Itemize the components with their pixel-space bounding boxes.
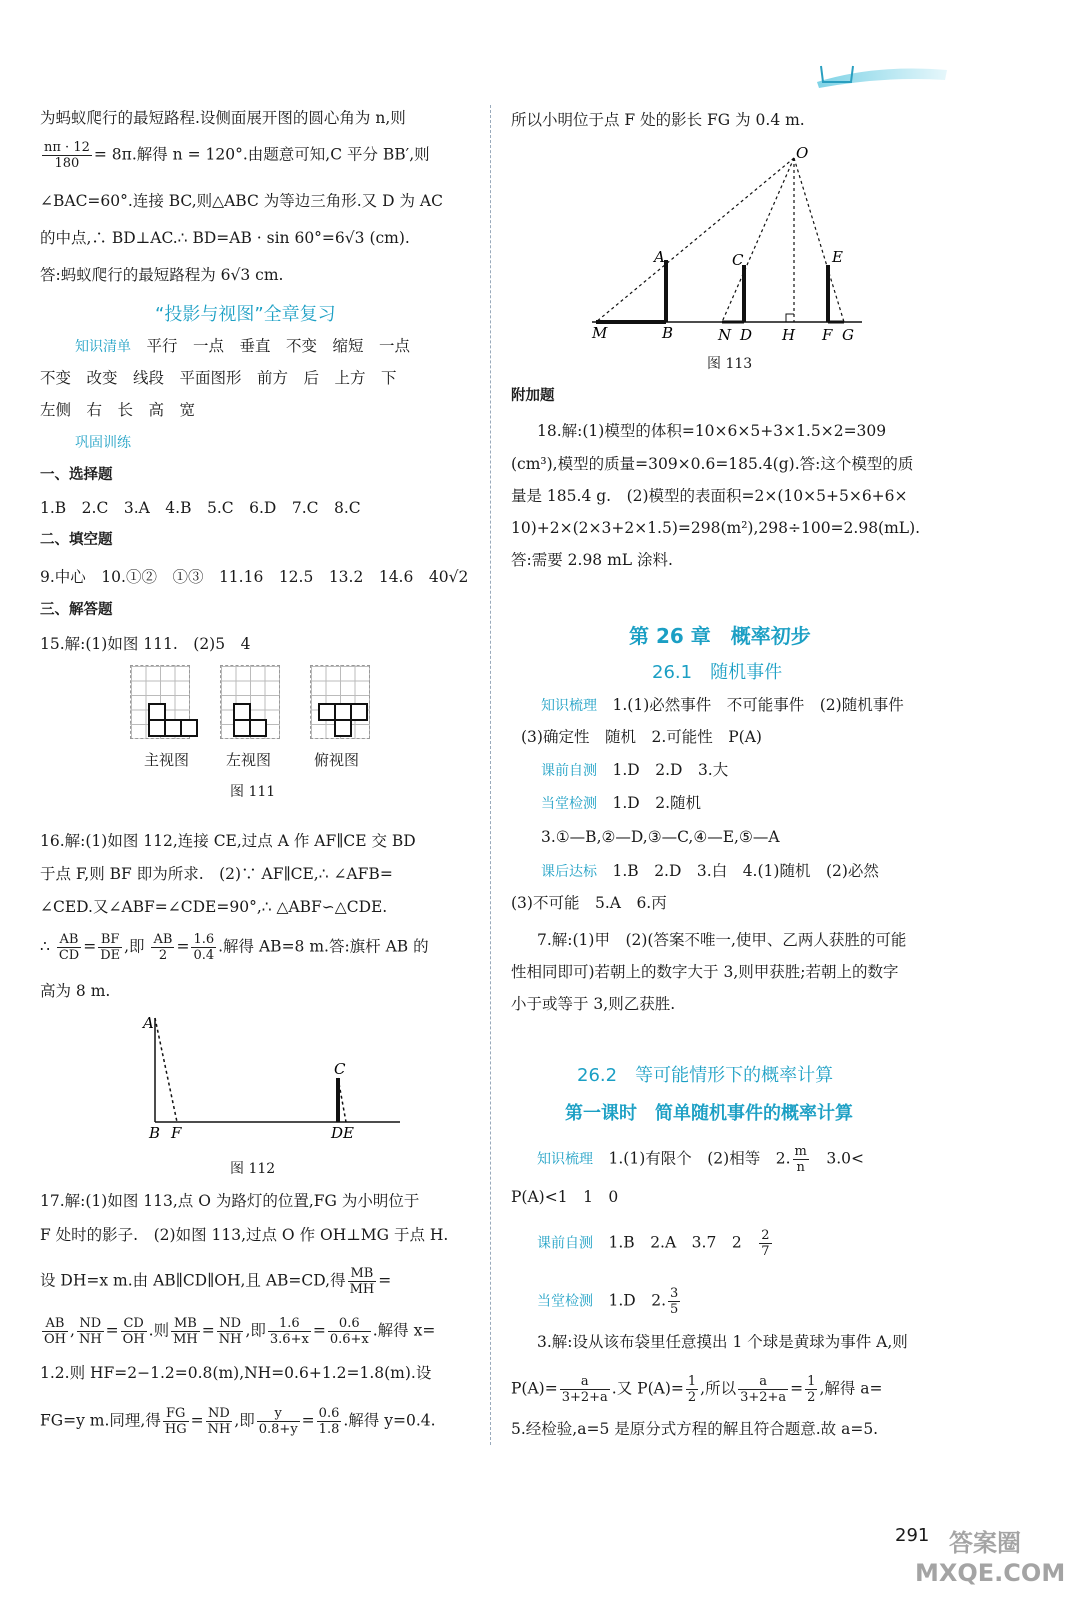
text-line: 小于或等于 3,则乙获胜. — [511, 995, 676, 1013]
view-square — [350, 703, 368, 721]
text-line: FG=y m.同理,得 $\frac{FG}{HG}$ = $\frac{ND}{NH}$ ,即 $\frac{y}{0.8+y}$ = $\frac{0.6}{1.8}$ .解得 y=0.4. — [40, 1406, 436, 1437]
point-label: A — [654, 248, 665, 266]
text-line: 所以小明位于点 F 处的影长 FG 为 0.4 m. — [511, 111, 805, 129]
tag-label: 知识梳理 — [541, 698, 597, 714]
subsection-title: 二、填空题 — [40, 531, 113, 548]
text-line: 1.2.则 HF=2−1.2=0.8(m),NH=0.6+1.2=1.8(m).设 — [40, 1364, 432, 1382]
text-line: 不变 改变 线段 平面图形 前方 后 上方 下 — [40, 369, 397, 387]
page-number: 291 — [895, 1525, 930, 1546]
point-label: G — [842, 326, 854, 344]
figure-caption: 图 112 — [230, 1161, 276, 1177]
text-line: 知识清单 平行 一点 垂直 不变 缩短 一点 — [75, 337, 411, 355]
section-title: 26.2 等可能情形下的概率计算 — [577, 1065, 834, 1086]
point-label: D — [740, 326, 753, 344]
answer-line: 1.B 2.C 3.A 4.B 5.C 6.D 7.C 8.C — [40, 499, 361, 517]
text-line: 于点 F,则 BF 即为所求. (2)∵ AF∥CE,∴ ∠AFB= — [40, 865, 393, 883]
text-line: 课前自测 1.D 2.D 3.大 — [541, 761, 729, 779]
point-label: N — [718, 326, 732, 344]
text-line: 答:需要 2.98 mL 涂料. — [511, 551, 673, 569]
tag-label: 课前自测 — [541, 763, 597, 779]
text-line: $\frac{n\pi \cdot 12}{180}$ = 8π.解得 n = 120°.由题意可知,C 平分 BB′,则 — [44, 140, 430, 171]
text-line: (3)确定性 随机 2.可能性 P(A) — [521, 728, 762, 746]
text-line: 7.解:(1)甲 (2)(答案不唯一,使甲、乙两人获胜的可能 — [537, 931, 907, 949]
text-line: 为蚂蚁爬行的最短路程.设侧面展开图的圆心角为 n,则 — [40, 109, 406, 127]
text-line: 知识梳理 1.(1)有限个 (2)相等 2. $\frac{m}{n}$ 3.0< — [537, 1144, 864, 1175]
text-line: 3.①—B,②—D,③—C,④—E,⑤—A — [541, 828, 780, 846]
text-line: 10)+2×(2×3+2×1.5)=298(m²),298÷100=2.98(mL). — [511, 519, 921, 537]
point-label: F — [171, 1124, 182, 1142]
view-square — [249, 719, 267, 737]
text-line: 18.解:(1)模型的体积=10×6×5+3×1.5×2=309 — [537, 422, 887, 440]
text-line: 答:蚂蚁爬行的最短路程为 6√3 cm. — [40, 266, 284, 284]
text-line: 性相同即可)若朝上的数字大于 3,则甲获胜;若朝上的数字 — [511, 963, 899, 981]
header-decoration — [815, 58, 950, 90]
fraction: $\frac{n\pi \cdot 12}{180}$ — [44, 140, 90, 171]
view-label: 左视图 — [226, 751, 272, 769]
figure-112 — [135, 1010, 405, 1145]
figure-caption: 图 113 — [707, 356, 753, 372]
view-label: 俯视图 — [314, 751, 360, 769]
subsection-title: 一、选择题 — [40, 466, 113, 483]
text-line: F 处时的影子. (2)如图 113,过点 O 作 OH⊥MG 于点 H. — [40, 1226, 449, 1244]
tag-label: 知识梳理 — [537, 1151, 593, 1168]
text-line: ∠CED.又∠ABF=∠CDE=90°,∴ △ABF∽△CDE. — [40, 898, 388, 916]
text-line: P(A)= $\frac{a}{3+2+a}$ .又 P(A)= $\frac{1}{2}$ ,所以 $\frac{a}{3+2+a}$ = $\frac{1}{2}$ ,解得 a= — [511, 1374, 883, 1405]
text-line: 15.解:(1)如图 111. (2)5 4 — [40, 635, 251, 653]
tag-label: 巩固训练 — [75, 435, 131, 451]
point-label: B — [149, 1124, 161, 1142]
tag-label: 课前自测 — [537, 1235, 593, 1252]
tag-label: 知识清单 — [75, 339, 131, 355]
text-line: 知识梳理 1.(1)必然事件 不可能事件 (2)随机事件 — [541, 696, 904, 714]
text-line: 设 DH=x m.由 AB∥CD∥OH,且 AB=CD,得 $\frac{MB}{MH}$ = — [40, 1266, 392, 1297]
figure-113 — [582, 140, 872, 345]
text-line: ∠BAC=60°.连接 BC,则△ABC 为等边三角形.又 D 为 AC — [40, 192, 443, 210]
column-divider — [490, 105, 491, 1445]
text-line: 课前自测 1.B 2.A 3.7 2 $\frac{2}{7}$ — [537, 1228, 770, 1259]
tag-label: 当堂检测 — [537, 1293, 593, 1310]
text-line: (3)不可能 5.A 6.丙 — [511, 894, 667, 912]
text-line: 3.解:设从该布袋里任意摸出 1 个球是黄球为事件 A,则 — [537, 1333, 908, 1351]
text-line: 当堂检测 1.D 2.随机 — [541, 794, 702, 812]
watermark: 答案圈 MXQE.COM — [915, 1529, 1065, 1587]
view-square — [180, 719, 198, 737]
point-label: F — [822, 326, 833, 344]
view-label: 主视图 — [144, 751, 190, 769]
tag-label: 课后达标 — [541, 864, 597, 880]
point-label: C — [334, 1060, 346, 1078]
section-title: 26.1 随机事件 — [652, 662, 783, 683]
text-line: 课后达标 1.B 2.D 3.白 4.(1)随机 (2)必然 — [541, 862, 879, 880]
text-line: 的中点,∴ BD⊥AC.∴ BD=AB · sin 60°=6√3 (cm). — [40, 229, 410, 247]
section-title: “投影与视图”全章复习 — [155, 304, 336, 325]
point-label: H — [782, 326, 796, 344]
answer-line: 9.中心 10.①② ①③ 11.16 12.5 13.2 14.6 40√2 — [40, 568, 469, 586]
lesson-title: 第一课时 简单随机事件的概率计算 — [565, 1103, 853, 1124]
text-line: 5.经检验,a=5 是原分式方程的解且符合题意.故 a=5. — [511, 1420, 879, 1438]
point-label: B — [662, 324, 674, 342]
text-line: 左侧 右 长 高 宽 — [40, 401, 196, 419]
text-line: $\frac{AB}{OH}$ , $\frac{ND}{NH}$ = $\frac{CD}{OH}$ .则 $\frac{MB}{MH}$ = $\frac{ND}{NH}$ ,即 $\frac{1.6}{3.6+x}$ = $\frac{0.6}{0.6+x}$ .解得 x= — [44, 1316, 436, 1347]
point-label: C — [732, 251, 744, 269]
text-line: 高为 8 m. — [40, 982, 111, 1000]
subsection-title: 三、解答题 — [40, 601, 113, 618]
point-label: O — [796, 144, 809, 162]
text-line: 当堂检测 1.D 2. $\frac{3}{5}$ — [537, 1286, 679, 1317]
text-line: 17.解:(1)如图 113,点 O 为路灯的位置,FG 为小明位于 — [40, 1192, 420, 1210]
text-line: 量是 185.4 g. (2)模型的表面积=2×(10×5+5×6+6× — [511, 487, 908, 505]
text-line: P(A)<1 1 0 — [511, 1188, 619, 1206]
tag-label: 当堂检测 — [541, 796, 597, 812]
figure-caption: 图 111 — [230, 784, 276, 800]
chapter-title: 第 26 章 概率初步 — [629, 624, 811, 648]
point-label: DE — [331, 1124, 354, 1142]
view-square — [334, 719, 352, 737]
point-label: M — [592, 324, 608, 342]
text-line: ∴ $\frac{AB}{CD}$ = $\frac{BF}{DE}$ ,即 $\frac{AB}{2}$ = $\frac{1.6}{0.4}$ .解得 AB=8 m.答:旗杆 AB 的 — [40, 932, 429, 963]
figure-111 — [130, 665, 390, 775]
point-label: A — [143, 1014, 154, 1032]
text-line: 16.解:(1)如图 112,连接 CE,过点 A 作 AF∥CE 交 BD — [40, 832, 416, 850]
point-label: E — [832, 248, 843, 266]
text-line: (cm³),模型的质量=309×0.6=185.4(g).答:这个模型的质 — [511, 455, 914, 473]
subsection-title: 附加题 — [511, 387, 555, 404]
